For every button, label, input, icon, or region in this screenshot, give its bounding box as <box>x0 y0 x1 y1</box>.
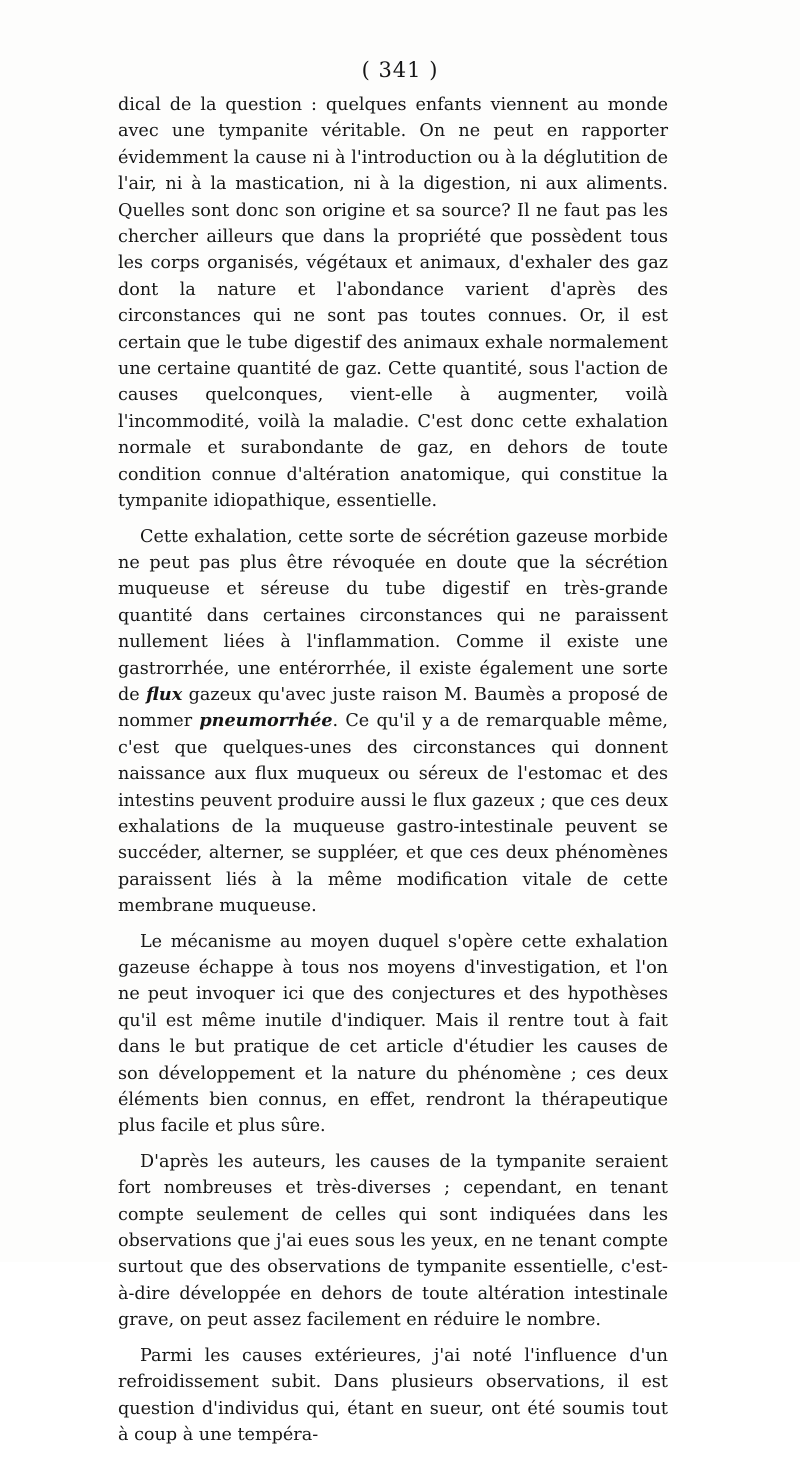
page-number: ( 341 ) <box>361 58 439 82</box>
paragraph-text-middle: gazeux qu'avec juste raison M. Baumès a proposé de nommer <box>118 684 668 732</box>
paragraph-text-before: Cette exhalation, cette sorte de sécrétion gazeuse morbide ne peut pas plus être révoquée en doute que la sécrétion muqueuse et séreuse du tube digestif en très-grande quantité dans certaines circonstances qui ne paraissent nullement liées à l'inflammation. Comme il existe une gastrorrhée, une entérorrhée, il existe également une sorte de <box>118 526 668 705</box>
paragraph-causes-exterieures: Parmi les causes extérieures, j'ai noté l'influence d'un refroidissement subit. Dans plusieurs observations, il est question d'individus qui, étant en sueur, ont été soumis tout à coup à une tempéra- <box>118 1345 668 1445</box>
italic-term-flux: flux <box>146 683 183 705</box>
paragraph-text-after: . Ce qu'il y a de remarquable même, c'est que quelques-unes des circonstances qui donnent naissance aux flux muqueux ou séreux de l'estomac et des intestins peuvent produire aussi le flux gazeux ; que ces deux exhalations de la muqueuse gastro-intestinale peuvent se succéder, alterner, se suppléer, et que ces deux phénomènes paraissent liés à la même modification vitale de cette membrane muqueuse. <box>118 711 668 917</box>
paragraph-exhalation <box>118 524 668 920</box>
paragraph-causes: D'après les auteurs, les causes de la tympanite seraient fort nombreuses et très-diverses ; cependant, en tenant compte seulement de celles qui sont indiquées dans les observations que j'ai eues sous les yeux, en ne tenant compte surtout que des observations de tympanite essentielle, c'est-à-dire développée en dehors de toute altération intestinale grave, on peut assez facilement en réduire le nombre. <box>118 1151 668 1331</box>
paragraph-mecanisme: Le mécanisme au moyen duquel s'opère cette exhalation gazeuse échappe à tous nos moyens d'investigation, et l'on ne peut invoquer ici que des conjectures et des hypothèses qu'il est même inutile d'indiquer. Mais il rentre tout à fait dans le but pratique de cet article d'étudier les causes de son développement et la nature du phénomène ; ces deux éléments bien connus, en effet, rendront la thérapeutique plus facile et plus sûre. <box>118 931 668 1137</box>
body-text <box>118 92 668 1457</box>
paragraph-continuation: dical de la question : quelques enfants viennent au monde avec une tympanite véritable. On ne peut en rapporter évidemment la cause ni à l'introduction ou à la déglutition de l'air, ni à la mastication, ni à la digestion, ni aux aliments. Quelles sont donc son origine et sa source? Il ne faut pas les chercher ailleurs que dans la propriété que possèdent tous les corps organisés, végétaux et animaux, d'exhaler des gaz dont la nature et l'abondance varient d'après des circonstances qui ne sont pas toutes connues. Or, il est certain que le tube digestif des animaux exhale normalement une certaine quantité de gaz. Cette quantité, sous l'action de causes quelconques, vient-elle à augmenter, voilà l'incommodité, voilà la maladie. C'est donc cette exhalation normale et surabondante de gaz, en dehors de toute condition connue d'altération anatomique, qui constitue la tympanite idiopathique, essentielle. <box>118 95 668 512</box>
italic-term-pneumorrhee: pneumorrhée <box>199 710 333 732</box>
